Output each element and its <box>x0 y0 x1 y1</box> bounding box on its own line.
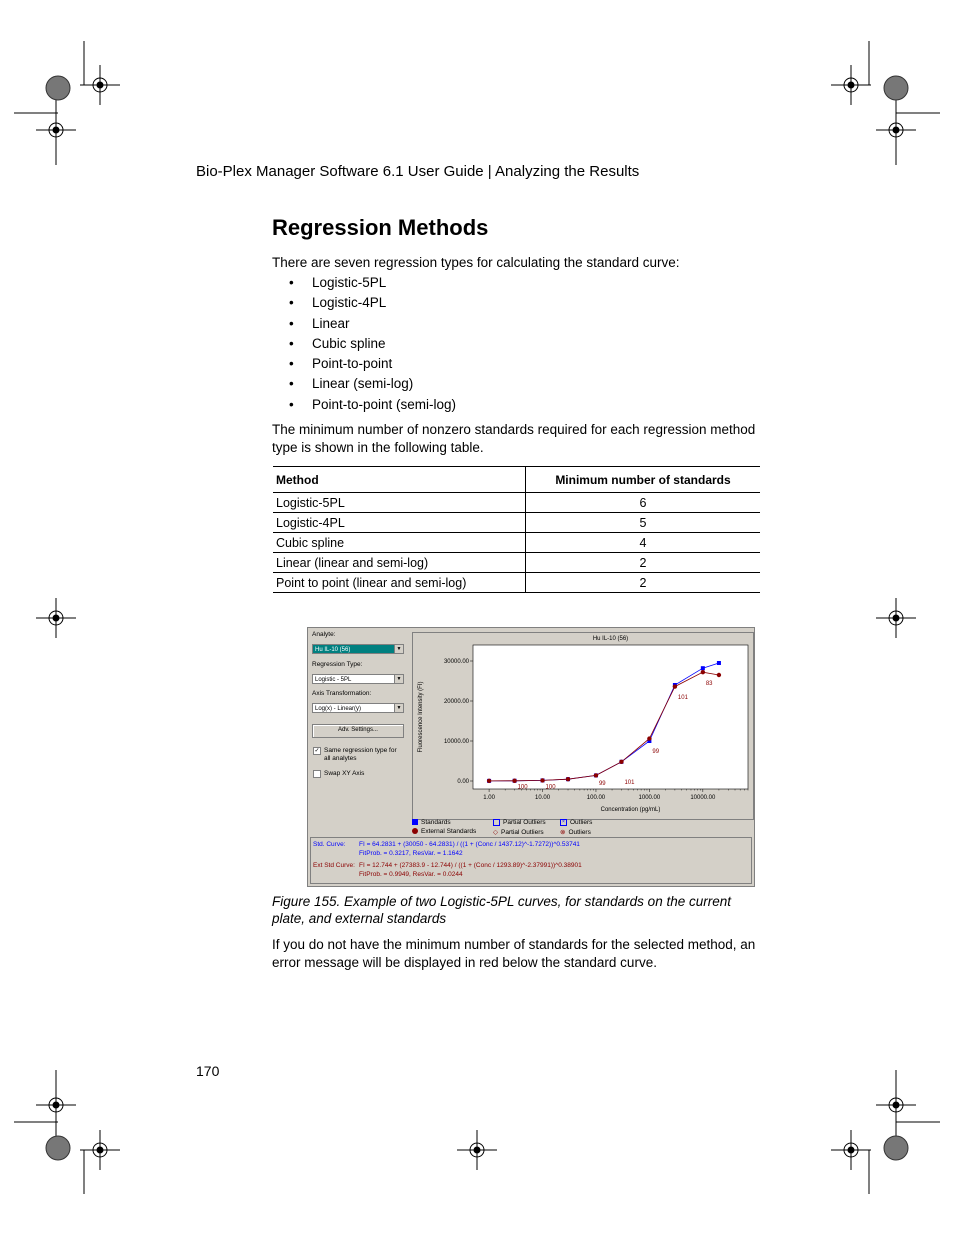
chart-title: Hu IL-10 (56) <box>592 636 629 642</box>
data-point <box>594 773 598 777</box>
circle-marker-icon <box>412 828 418 834</box>
figure-caption: Figure 155. Example of two Logistic-5PL curves, for standards on the current plate, and external standards <box>272 894 731 926</box>
data-point <box>512 779 516 783</box>
std-curve-fit: FitProb. = 0.3217, ResVar. = 1.1642 <box>359 850 463 857</box>
swap-xy-checkbox[interactable] <box>313 770 321 778</box>
data-label: 99 <box>598 781 606 787</box>
ext-curve-label: Ext Std Curve: <box>313 862 355 869</box>
y-tick-label: 20000.00 <box>443 699 469 705</box>
x-tick-label: 1.00 <box>483 795 495 801</box>
standard-curve-screenshot <box>307 627 755 887</box>
ext-curve-fit: FitProb. = 0.9949, ResVar. = 0.0244 <box>359 871 463 878</box>
axis-transformation-select[interactable] <box>312 703 404 713</box>
list-item: • Point-to-point (semi-log) <box>272 395 456 415</box>
chevron-down-icon[interactable]: ▼ <box>394 645 403 653</box>
regression-type-value: Logistic - 5PL <box>315 677 352 683</box>
table-cell: 2 <box>526 553 761 573</box>
y-axis-label: Fluorescence Intensity (FI) <box>418 681 424 753</box>
regression-type-select[interactable] <box>312 674 404 684</box>
page-header: Bio-Plex Manager Software 6.1 User Guide | Analyzing the Results <box>196 163 640 180</box>
analyte-select-value: Hu IL-10 (56) <box>315 647 351 653</box>
data-label: 101 <box>624 779 635 786</box>
table-cell: Logistic-4PL <box>273 513 526 533</box>
table-cell: Linear (linear and semi-log) <box>273 553 526 573</box>
legend-partial-outliers: Partial Outliers <box>493 819 546 826</box>
data-point <box>701 670 705 674</box>
list-item: • Linear <box>272 314 456 334</box>
x-tick-label: 100.00 <box>586 795 606 801</box>
same-regression-checkbox[interactable]: ✓ <box>314 748 320 754</box>
swap-xy-label: Swap XY Axis <box>324 770 365 777</box>
adv-settings-button[interactable]: Adv. Settings... <box>312 724 404 738</box>
y-tick-label: 0.00 <box>457 779 469 785</box>
std-curve-label: Std. Curve: <box>313 841 346 848</box>
data-point <box>701 666 705 670</box>
body-paragraph: The minimum number of nonzero standards required for each regression method type is shown in the following table. <box>272 422 756 455</box>
list-item: • Logistic-4PL <box>272 293 456 313</box>
legend-external-standards: External Standards <box>412 828 476 835</box>
table-cell: 6 <box>526 493 761 513</box>
list-item: • Point-to-point <box>272 354 456 374</box>
x-axis-label: Concentration (pg/mL) <box>600 807 661 813</box>
page-number: 170 <box>196 1063 220 1079</box>
analyte-label: Analyte: <box>312 631 336 638</box>
data-point <box>566 777 570 781</box>
data-label: 100 <box>545 784 556 791</box>
data-point <box>647 736 651 740</box>
data-point <box>540 778 544 782</box>
legend-outliers: × Outliers <box>560 819 592 826</box>
data-point <box>619 760 623 764</box>
regression-types-list <box>272 273 456 415</box>
data-label: 99 <box>652 749 660 755</box>
table-header-cell: Method <box>273 467 526 493</box>
data-label: 101 <box>677 695 688 701</box>
list-item: • Cubic spline <box>272 334 456 354</box>
x-tick-label: 1000.00 <box>638 795 661 801</box>
table-cell: 5 <box>526 513 761 533</box>
chevron-down-icon[interactable]: ▼ <box>394 675 403 683</box>
analyte-select[interactable] <box>312 644 404 654</box>
data-point <box>717 661 721 665</box>
crossed-square-icon: × <box>560 819 567 826</box>
same-regression-label: Same regression type for all analytes <box>324 747 397 762</box>
axis-transformation-value: Log(x) - Linear(y) <box>315 706 362 712</box>
table-row <box>273 573 760 593</box>
table-row <box>273 553 760 573</box>
y-tick-label: 30000.00 <box>443 659 469 665</box>
data-point <box>487 779 491 783</box>
equation-panel <box>310 837 752 884</box>
minimum-standards-table <box>273 466 760 593</box>
data-label: 83 <box>705 681 713 687</box>
list-item: • Linear (semi-log) <box>272 374 456 394</box>
data-label: 100 <box>517 784 528 791</box>
hollow-square-icon <box>493 819 500 826</box>
data-point <box>673 684 677 688</box>
table-header-cell: Minimum number of standards <box>526 467 761 493</box>
table-row <box>273 513 760 533</box>
regression-type-label: Regression Type: <box>312 661 363 668</box>
list-item: • Logistic-5PL <box>272 273 456 293</box>
table-row <box>273 493 760 513</box>
table-row <box>273 533 760 553</box>
legend-standards: Standards <box>412 819 451 826</box>
ext-curve-equation: FI = 12.744 + (27383.9 - 12.744) / ((1 + (Conc / 1293.89)^-2.37991))^0.38901 <box>359 862 582 869</box>
table-cell: Point to point (linear and semi-log) <box>273 573 526 593</box>
body-paragraph: If you do not have the minimum number of standards for the selected method, an error message will be displayed in red below the standard curve. <box>272 937 756 970</box>
square-marker-icon <box>412 819 418 825</box>
hollow-diamond-icon: ◇ <box>493 829 498 836</box>
y-tick-label: 10000.00 <box>443 739 469 745</box>
x-tick-label: 10000.00 <box>690 795 716 801</box>
table-cell: 2 <box>526 573 761 593</box>
data-point <box>717 673 721 677</box>
std-curve-equation: FI = 64.2831 + (30050 - 64.2831) / ((1 + (Conc / 1437.12)^-1.7272))^0.53741 <box>359 841 580 848</box>
table-header-row <box>273 467 760 493</box>
section-title: Regression Methods <box>272 215 489 240</box>
legend-ext-partial-outliers: ◇ Partial Outliers <box>493 829 544 836</box>
axis-transformation-label: Axis Transformation: <box>312 690 372 697</box>
x-tick-label: 10.00 <box>535 795 551 801</box>
table-cell: Logistic-5PL <box>273 493 526 513</box>
table-cell: Cubic spline <box>273 533 526 553</box>
chevron-down-icon[interactable]: ▼ <box>394 704 403 712</box>
crossed-circle-icon: ⊗ <box>560 829 566 836</box>
legend-ext-outliers: ⊗ Outliers <box>560 829 591 836</box>
plot-panel <box>412 632 754 820</box>
table-cell: 4 <box>526 533 761 553</box>
standard-curve-chart <box>413 633 753 819</box>
intro-text: There are seven regression types for calculating the standard curve: <box>272 255 680 270</box>
